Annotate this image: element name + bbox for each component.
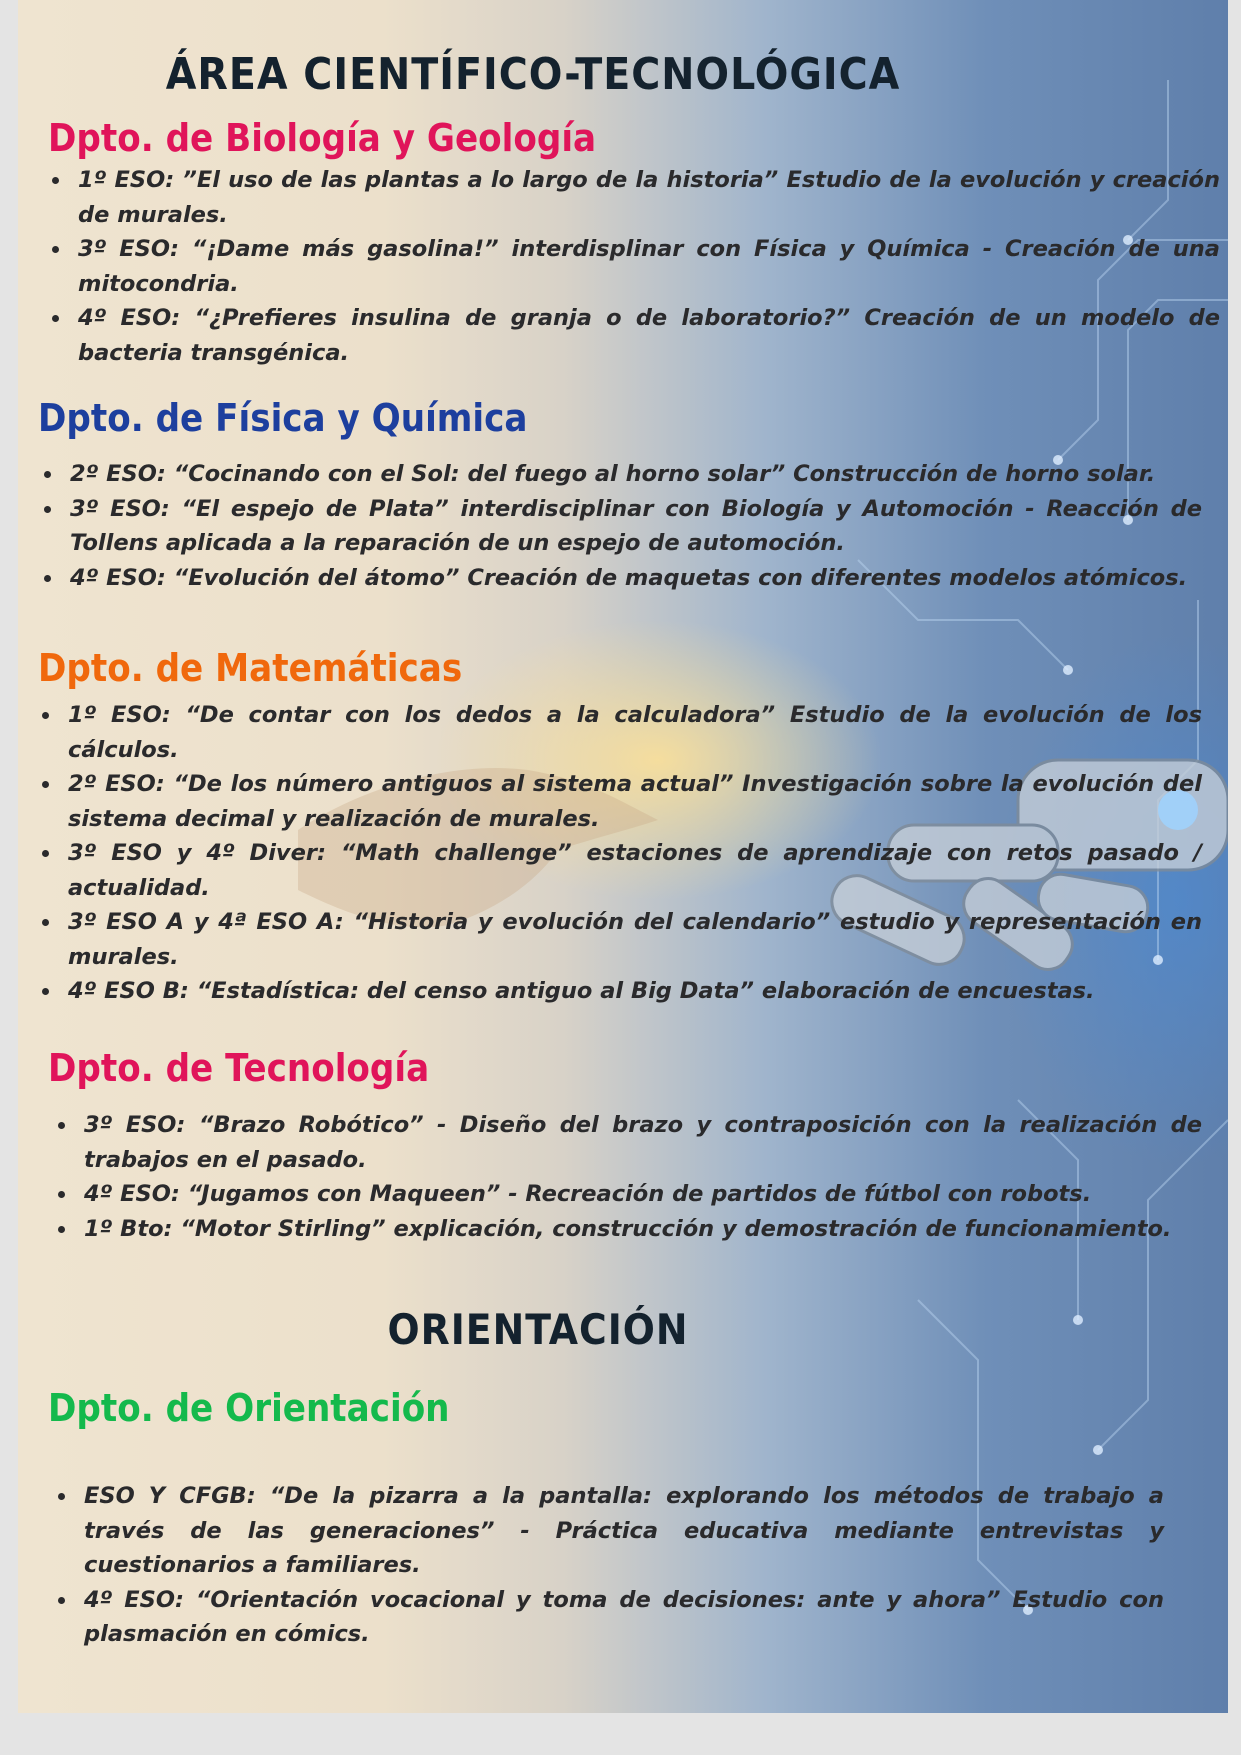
list-item: 4º ESO B: “Estadística: del censo antiguo al Big Data” elaboración de encuestas. <box>68 974 1202 1009</box>
tecnologia-activity-list <box>56 1108 1202 1246</box>
matematicas-activity-list <box>40 698 1202 1009</box>
department-heading-biologia: Dpto. de Biología y Geología <box>48 116 597 160</box>
list-item: 2º ESO: “De los número antiguos al sistema actual” Investigación sobre la evolución del sistema decimal y realización de murales. <box>68 767 1202 836</box>
list-item: 3º ESO y 4º Diver: “Math challenge” estaciones de aprendizaje con retos pasado / actualidad. <box>68 836 1202 905</box>
department-heading-orientacion: Dpto. de Orientación <box>48 1386 450 1430</box>
list-item: 3º ESO: “Brazo Robótico” - Diseño del brazo y contraposición con la realización de trabajos en el pasado. <box>84 1108 1202 1177</box>
list-item: 1º ESO: “De contar con los dedos a la calculadora” Estudio de la evolución de los cálculos. <box>68 698 1202 767</box>
department-heading-tecnologia: Dpto. de Tecnología <box>48 1046 430 1090</box>
orientation-title: ORIENTACIÓN <box>387 1305 689 1354</box>
fisica-activity-list <box>42 457 1202 595</box>
department-heading-matematicas: Dpto. de Matemáticas <box>38 646 463 690</box>
list-item: ESO Y CFGB: “De la pizarra a la pantalla: explorando los métodos de trabajo a través de las generaciones” - Práctica educativa mediante entrevistas y cuestionarios a familiares. <box>84 1479 1164 1583</box>
list-item: 4º ESO: “¿Prefieres insulina de granja o de laboratorio?” Creación de un modelo de bacteria transgénica. <box>78 301 1220 370</box>
area-title: ÁREA CIENTÍFICO-TECNOLÓGICA <box>165 49 901 100</box>
list-item: 3º ESO: “¡Dame más gasolina!” interdisplinar con Física y Química - Creación de una mitocondria. <box>78 232 1220 301</box>
list-item: 1º Bto: “Motor Stirling” explicación, construcción y demostración de funcionamiento. <box>84 1212 1202 1247</box>
department-heading-fisica: Dpto. de Física y Química <box>38 396 528 440</box>
list-item: 1º ESO: ”El uso de las plantas a lo largo de la historia” Estudio de la evolución y creación de murales. <box>78 163 1220 232</box>
list-item: 4º ESO: “Evolución del átomo” Creación de maquetas con diferentes modelos atómicos. <box>70 561 1202 596</box>
biologia-activity-list <box>50 163 1220 370</box>
orientacion-activity-list <box>56 1479 1164 1652</box>
list-item: 2º ESO: “Cocinando con el Sol: del fuego al horno solar” Construcción de horno solar. <box>70 457 1202 492</box>
list-item: 3º ESO A y 4ª ESO A: “Historia y evolución del calendario” estudio y representación en murales. <box>68 905 1202 974</box>
list-item: 4º ESO: “Orientación vocacional y toma de decisiones: ante y ahora” Estudio con plasmación en cómics. <box>84 1583 1164 1652</box>
list-item: 4º ESO: “Jugamos con Maqueen” - Recreación de partidos de fútbol con robots. <box>84 1177 1202 1212</box>
flyer-page <box>18 0 1228 1713</box>
list-item: 3º ESO: “El espejo de Plata” interdisciplinar con Biología y Automoción - Reacción de Tollens aplicada a la reparación de un espejo de automoción. <box>70 492 1202 561</box>
